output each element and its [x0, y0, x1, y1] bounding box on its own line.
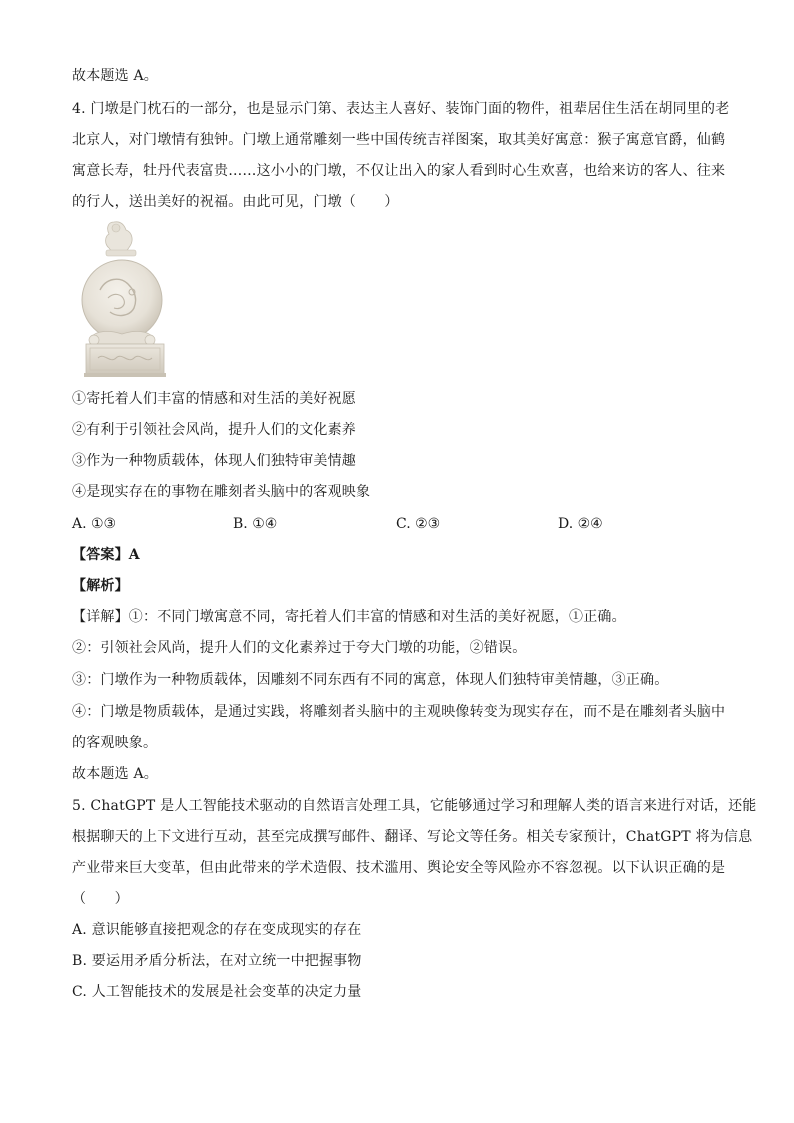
statement-3: ③作为一种物质载体，体现人们独特审美情趣 [72, 453, 356, 469]
analysis-label: 【解析】 [72, 578, 129, 594]
statement-4: ④是现实存在的事物在雕刻者头脑中的客观映象 [72, 484, 371, 500]
q4-option-a: A. ①③ [72, 516, 117, 532]
q5-option-a: A. 意识能够直接把观念的存在变成现实的存在 [72, 922, 362, 938]
q5-option-c: C. 人工智能技术的发展是社会变革的决定力量 [72, 984, 362, 1000]
question-5-line-3: 产业带来巨大变革，但由此带来的学术造假、技术滥用、舆论安全等风险亦不容忽视。以下认识正确的是 [72, 860, 726, 876]
q5-option-b: B. 要运用矛盾分析法，在对立统一中把握事物 [72, 953, 362, 969]
detail-2: ②：引领社会风尚，提升人们的文化素养过于夸大门墩的功能，②错误。 [72, 640, 527, 656]
statement-2: ②有利于引领社会风尚，提升人们的文化素养 [72, 422, 356, 438]
statement-1: ①寄托着人们丰富的情感和对生活的美好祝愿 [72, 391, 356, 407]
conclusion-line: 故本题选 A。 [72, 766, 158, 782]
line-prev-answer: 故本题选 A。 [72, 68, 158, 84]
question-4-line-2: 北京人，对门墩情有独钟。门墩上通常雕刻一些中国传统吉祥图案，取其美好寓意：猴子寓意官爵，仙鹤 [72, 132, 726, 148]
stone-door-pier-image [76, 218, 176, 378]
answer-label: 【答案】A [72, 547, 140, 563]
detail-3: ③：门墩作为一种物质载体，因雕刻不同东西有不同的寓意，体现人们独特审美情趣，③正确。 [72, 672, 669, 688]
question-5-line-2: 根据聊天的上下文进行互动，甚至完成撰写邮件、翻译、写论文等任务。相关专家预计，ChatGPT 将为信息 [72, 829, 753, 845]
q4-option-b: B. ①④ [233, 516, 278, 532]
q4-option-c: C. ②③ [396, 516, 441, 532]
detail-4-line-2: 的客观映象。 [72, 735, 158, 751]
q4-option-d: D. ②④ [558, 516, 603, 532]
detail-1: 【详解】①：不同门墩寓意不同，寄托着人们丰富的情感和对生活的美好祝愿，①正确。 [72, 609, 626, 625]
question-5-line-1: 5. ChatGPT 是人工智能技术驱动的自然语言处理工具，它能够通过学习和理解人类的语言来进行对话，还能 [72, 798, 757, 814]
question-5-line-4: （ ） [72, 891, 129, 907]
question-4-line-3: 寓意长寿，牡丹代表富贵……这小小的门墩，不仅让出入的家人看到时心生欢喜，也给来访的客人、往来 [72, 163, 726, 179]
question-4-line-1: 4. 门墩是门枕石的一部分，也是显示门第、表达主人喜好、装饰门面的物件，祖辈居住生活在胡同里的老 [72, 101, 730, 117]
detail-4-line-1: ④：门墩是物质载体，是通过实践，将雕刻者头脑中的主观映像转变为现实存在，而不是在雕刻者头脑中 [72, 704, 726, 720]
question-4-line-4: 的行人，送出美好的祝福。由此可见，门墩（ ） [72, 194, 399, 210]
